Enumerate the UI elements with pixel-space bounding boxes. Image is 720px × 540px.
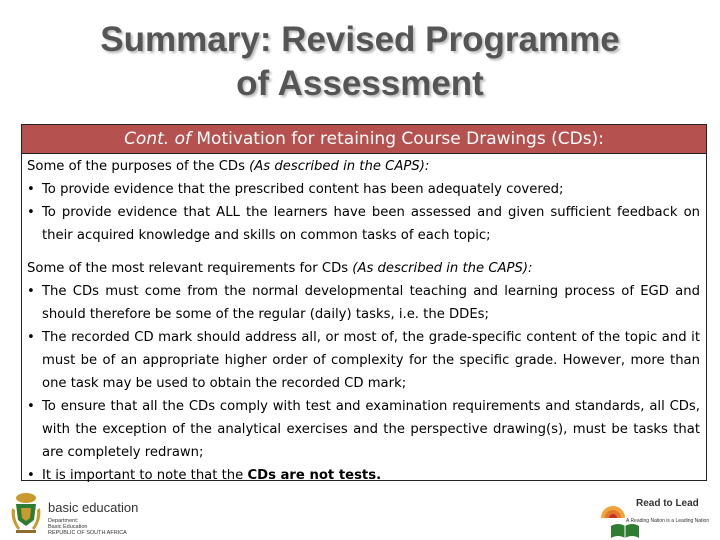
box-header xyxy=(22,125,706,154)
read-to-lead-tagline: A Reading Nation is a Leading Nation xyxy=(626,518,710,524)
section1-list xyxy=(27,178,700,247)
coat-of-arms-icon xyxy=(10,490,42,535)
brand-sub-line: Basic Education xyxy=(48,524,88,530)
box-body xyxy=(22,154,706,487)
read-to-lead-logo xyxy=(596,490,720,540)
slide-title-line1: Summary: Revised Programme xyxy=(100,20,620,59)
list-item: • To ensure that all the CDs comply with test and examination requirements and standards, all CDs, with the exception of the analytical exercises and the perspective drawing(s), must be tasks that are completely redrawn; xyxy=(27,395,700,464)
brand-sub-line: REPUBLIC OF SOUTH AFRICA xyxy=(48,530,127,536)
list-item: • To provide evidence that the prescribed content has been adequately covered; xyxy=(27,178,700,201)
section2-heading-text: Some of the most relevant requirements for CDs xyxy=(27,261,349,276)
section2-heading xyxy=(27,257,700,280)
list-item: • The CDs must come from the normal developmental teaching and learning process of EGD and should therefore be some of the regular (daily) tasks, i.e. the DDEs; xyxy=(27,280,700,326)
brand-subtext xyxy=(48,518,168,536)
section1-heading xyxy=(27,155,700,178)
section1-heading-note: (As described in the CAPS): xyxy=(244,159,430,174)
content-box xyxy=(21,124,707,481)
box-header-main: Motivation for retaining Course Drawings (CDs): xyxy=(190,129,604,149)
read-to-lead-text: Read to Lead xyxy=(636,498,699,509)
rising-sun-icon xyxy=(598,494,628,520)
slide-title xyxy=(0,18,720,106)
section2-heading-note: (As described in the CAPS): xyxy=(348,261,533,276)
brand-text: basic education xyxy=(48,500,139,515)
list-item: • The recorded CD mark should address all, or most of, the grade-specific content of the topic and it must be of an appropriate higher order of complexity for the specific grade. However, more than one task may be used to obtain the recorded CD mark; xyxy=(27,326,700,395)
list-item xyxy=(27,464,700,487)
brand-sub-line: Department: xyxy=(48,518,79,524)
section1-heading-text: Some of the purposes of the CDs xyxy=(27,159,245,174)
box-header-prefix: Cont. of xyxy=(124,129,191,149)
section2-list xyxy=(27,280,700,487)
book-icon xyxy=(610,522,640,540)
list-item: • To provide evidence that ALL the learners have been assessed and given sufficient feedback on their acquired knowledge and skills on common tasks of each topic; xyxy=(27,201,700,247)
slide-title-line2: of Assessment xyxy=(236,64,484,103)
last-bullet-bold: CDs are not tests. xyxy=(247,468,382,483)
last-bullet-prefix: It is important to note that the xyxy=(42,468,248,483)
basic-education-logo xyxy=(10,490,170,535)
